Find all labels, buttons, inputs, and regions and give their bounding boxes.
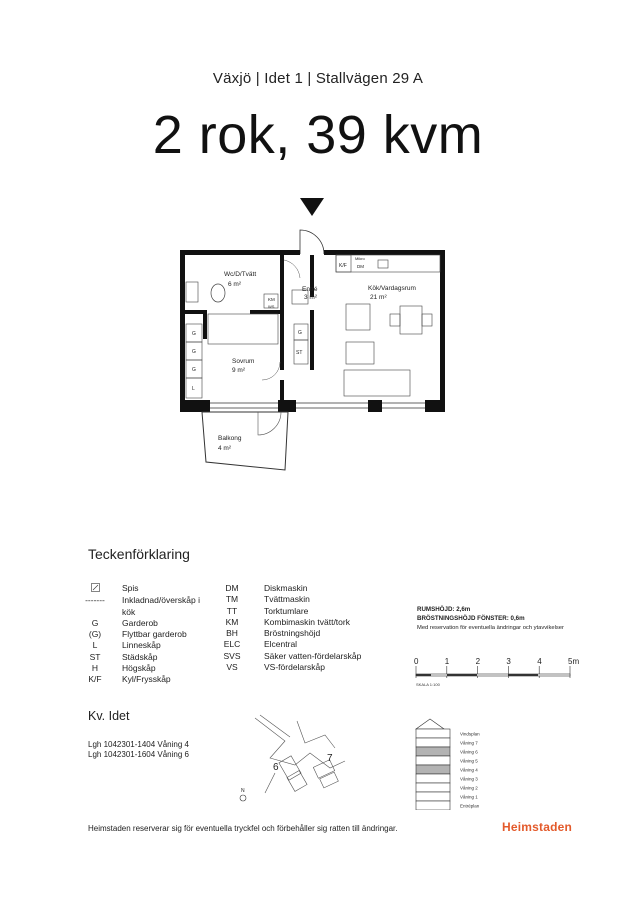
legend-column-2 [218, 583, 361, 673]
legend-key [80, 607, 110, 618]
north-label: N [241, 788, 245, 794]
footer-note: Heimstaden reserverar sig för eventuella tryckfel och förbehåller sig ratten till ändringar. [88, 824, 398, 833]
mark-g4: G [298, 330, 302, 336]
legend-item [80, 629, 200, 640]
building-section [410, 715, 500, 810]
legend-text: Spis [122, 583, 139, 593]
legend-text: Städskåp [122, 651, 158, 662]
building-floor-label: Entréplan [460, 803, 480, 809]
legend-item [80, 652, 200, 663]
stove-icon [80, 583, 110, 595]
address-subtitle: Växjö | Idet 1 | Stallvägen 29 A [212, 70, 424, 87]
north-arrow-icon [240, 795, 246, 801]
legend-item [218, 651, 361, 662]
legend-item [218, 639, 361, 650]
balcony [202, 412, 288, 470]
legend-key: VS [226, 662, 238, 673]
mark-kf: K/F [339, 263, 347, 269]
scale-tick-label: 2 [475, 657, 481, 666]
building-floor [416, 783, 450, 792]
legend-column-1 [80, 583, 200, 686]
room-sovrum-area: 9 m² [232, 367, 245, 374]
legend-item [218, 662, 361, 673]
legend-text: Säker vatten-fördelarskåp [264, 650, 362, 661]
room-kok-area: 21 m² [370, 294, 387, 301]
legend-key: KM [225, 616, 239, 627]
balcony-door [258, 412, 281, 435]
legend-key: ST [89, 651, 101, 662]
legend-key: L [92, 640, 98, 651]
room-sovrum-label: Sovrum [232, 358, 255, 365]
mark-km: KM [268, 297, 275, 302]
legend-key: (G) [88, 629, 102, 640]
legend-text: Tvättmaskin [264, 594, 310, 605]
mark-mikro: Mikro [355, 256, 365, 261]
room-kok-label: Kök/Vardagsrum [368, 285, 416, 292]
heimstaden-logo: Heimstaden [502, 820, 573, 834]
legend-key: BH [226, 628, 238, 639]
room-wc-area: 6 m² [228, 281, 241, 288]
toilet-icon [211, 284, 225, 302]
building-floor-label: Våning 2 [460, 785, 478, 791]
apartment-list [88, 740, 189, 760]
scale-tick-label: 4 [537, 657, 542, 666]
entrance-arrow-icon [300, 198, 324, 216]
building-floor-label: Våning 1 [460, 794, 478, 800]
reservation-note: Med reservation för eventuella ändringar och ytavvikelser [417, 625, 564, 631]
legend-key: TM [225, 594, 239, 605]
site-number-7: 7 [327, 753, 333, 764]
apartment-line-1: Lgh 1042301-1404 Våning 4 [88, 740, 189, 749]
legend-key: TT [226, 605, 238, 616]
legend-text: Kombimaskin tvätt/tork [264, 616, 350, 627]
dining-table [400, 306, 422, 334]
mark-g3: G [192, 367, 196, 373]
scale-label: SKALA 1:100 [416, 682, 440, 687]
walls [180, 250, 445, 412]
mark-st: ST [296, 350, 303, 356]
legend-text: Torktumlare [264, 605, 309, 616]
legend-text: Flyttbar garderob [122, 629, 187, 640]
legend-text: Linneskåp [122, 640, 161, 651]
legend-key: ------- [85, 595, 105, 606]
legend-text: Elcentral [264, 639, 298, 650]
building-floor [416, 756, 450, 765]
building-floor-label: Våning 5 [460, 758, 478, 764]
apartment-line-2: Lgh 1042301-1604 Våning 6 [88, 750, 189, 759]
building-floor-label: Våning 4 [460, 767, 478, 773]
mark-g1: G [192, 331, 196, 337]
mark-g2: G [192, 349, 196, 355]
legend-text: kök [122, 606, 136, 617]
legend-item [218, 583, 361, 594]
legend-item [80, 607, 200, 618]
legend-item [218, 617, 361, 628]
legend-text: Högskåp [122, 663, 156, 674]
legend-text: Inkladnad/överskåp i [122, 595, 200, 606]
kv-title: Kv. Idet [88, 709, 130, 723]
building-floor-label: Våning 6 [460, 749, 478, 755]
room-entre-area: 3 m² [304, 294, 317, 301]
mark-ws: WS [268, 304, 275, 309]
building-floor [416, 738, 450, 747]
site-map [235, 713, 355, 813]
building-floor [416, 792, 450, 801]
scale-tick-label: 5m [568, 657, 580, 666]
room-height-info [417, 605, 525, 623]
legend-item [218, 594, 361, 605]
scale-tick-label: 3 [506, 657, 511, 666]
legend-key: DM [225, 583, 239, 593]
building-floor [416, 801, 450, 810]
coffee-table [346, 342, 374, 364]
building-floor [416, 774, 450, 783]
legend-text: Kyl/Frysskåp [122, 674, 171, 685]
shower-icon [186, 282, 198, 302]
building-floor [416, 729, 450, 738]
mark-dm: DM [357, 264, 364, 269]
building-floor-label: Vindsplan [460, 731, 480, 737]
entry-door [300, 230, 324, 254]
sofa-icon [344, 370, 410, 396]
legend-item [80, 640, 200, 651]
building-floor-label: Våning 7 [460, 740, 478, 746]
legend-item [218, 628, 361, 639]
scale-tick-label: 1 [444, 657, 450, 666]
legend-key: H [91, 663, 99, 674]
room-balkong-label: Balkong [218, 435, 242, 442]
legend-key: K/F [88, 674, 102, 685]
legend-key: G [91, 617, 99, 628]
legend-text: VS-fördelarskåp [264, 662, 325, 673]
room-entre-label: Entré [302, 286, 318, 293]
legend-item [218, 606, 361, 617]
room-wc-label: Wc/D/Tvätt [224, 271, 257, 278]
armchair-icon [346, 304, 370, 330]
legend-text: Diskmaskin [264, 583, 308, 593]
legend-text: Garderob [122, 617, 158, 628]
legend-text: Bröstningshöjd [264, 628, 321, 639]
legend-item [80, 595, 200, 606]
legend-key: ELC [223, 639, 241, 650]
building-floor [416, 747, 450, 756]
site-number-6: 6 [273, 762, 279, 773]
sink-icon [378, 260, 388, 268]
mark-l: L [192, 386, 195, 392]
legend-item [80, 583, 200, 595]
building-floor-label: Våning 3 [460, 776, 478, 782]
building-floor [416, 765, 450, 774]
legend-title: Teckenförklaring [88, 546, 190, 562]
rumshojd-text: RUMSHÖJD: 2,6m [417, 606, 471, 613]
scale-tick-label: 0 [414, 657, 419, 666]
windows [210, 403, 425, 408]
legend-item [80, 674, 200, 685]
legend-item [80, 618, 200, 629]
brostning-text: BRÖSTNINGSHÖJD FÖNSTER: 0,6m [417, 615, 525, 622]
building-roof [416, 719, 444, 729]
legend-item [80, 663, 200, 674]
floor-plan [170, 190, 460, 480]
bed-icon [208, 314, 278, 344]
legend-key: SVS [223, 650, 241, 661]
room-balkong-area: 4 m² [218, 445, 231, 452]
page-title: 2 rok, 39 kvm [152, 105, 484, 165]
scale-bar [410, 656, 585, 692]
